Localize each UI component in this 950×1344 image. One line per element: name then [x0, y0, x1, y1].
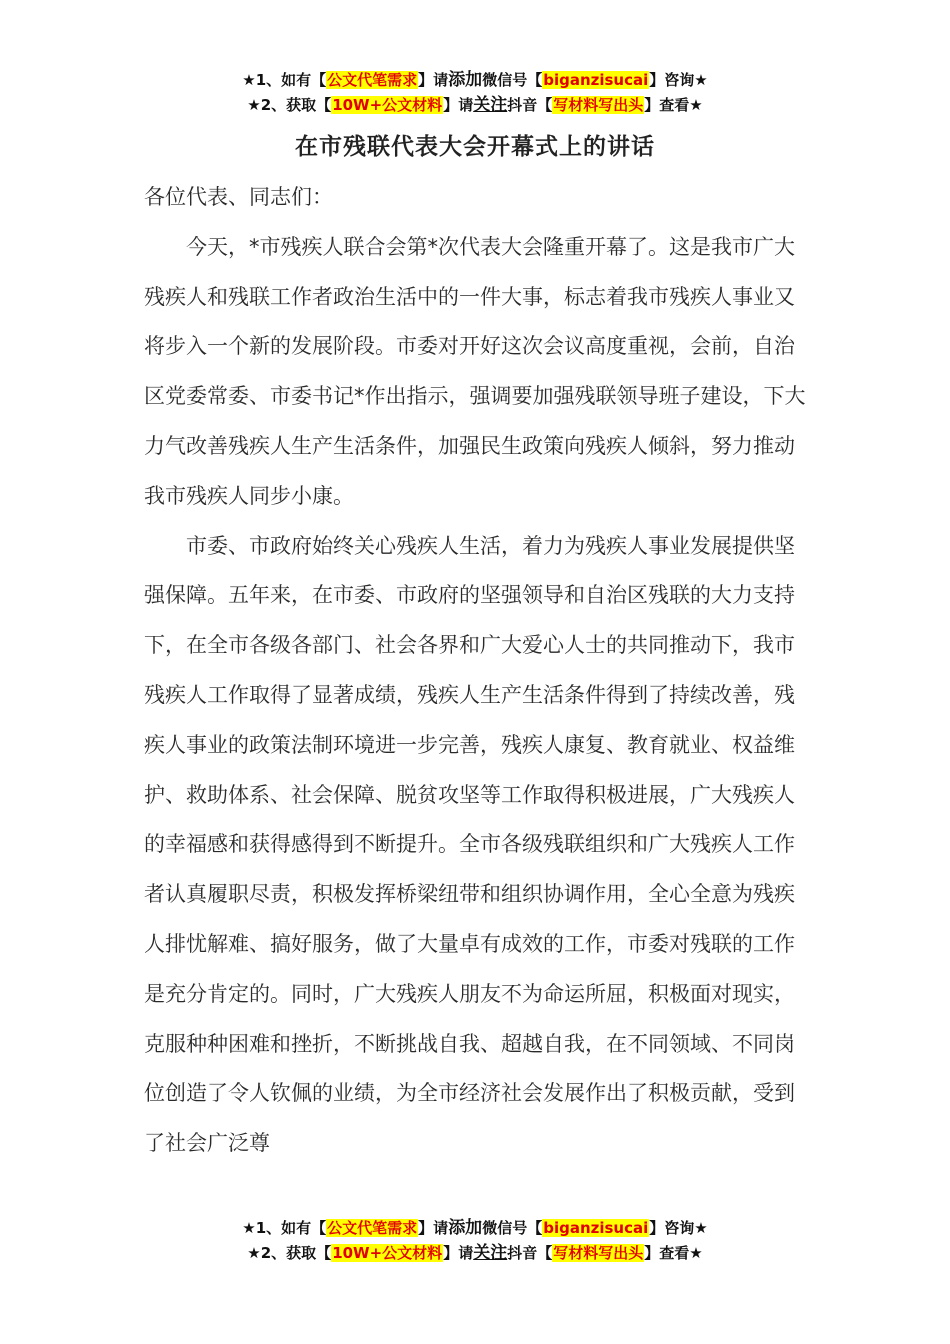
footer-banner [0, 1216, 950, 1266]
highlight-douyin: 写材料写出头 [553, 1244, 644, 1262]
salutation: 各位代表、同志们： [144, 185, 333, 209]
banner-line-1 [0, 68, 950, 93]
banner-emphasis: 添加 [448, 1218, 483, 1238]
banner-emphasis: 关注 [473, 95, 508, 115]
banner-line-1 [0, 1216, 950, 1241]
banner-emphasis: 添加 [448, 70, 483, 90]
paragraph-1: 今天，*市残疾人联合会第*次代表大会隆重开幕了。这是我市广大残疾人和残联工作者政治生活中的一件大事，标志着我市残疾人事业又将步入一个新的发展阶段。市委对开好这次会议高度重视，会前，自治区党委常委、市委书记*作出指示，强调要加强残联领导班子建设，下大力气改善残疾人生产生活条件，加强民生政策向残疾人倾斜，努力推动我市残疾人同步小康。 [144, 234, 806, 508]
banner-text: ★1、如有【 [242, 1219, 327, 1237]
banner-text: 微信号【 [482, 71, 543, 89]
paragraph-2: 市委、市政府始终关心残疾人生活，着力为残疾人事业发展提供坚强保障。五年来，在市委、市政府的坚强领导和自治区残联的大力支持下，在全市各级各部门、社会各界和广大爱心人士的共同推动下，我市残疾人工作取得了显著成绩，残疾人生产生活条件得到了持续改善，残疾人事业的政策法制环境进一步完善，残疾人康复、教育就业、权益维护、救助体系、社会保障、脱贫攻坚等工作取得积极进展，广大残疾人的幸福感和获得感得到不断提升。全市各级残联组织和广大残疾人工作者认真履职尽责，积极发挥桥梁纽带和组织协调作用，全心全意为残疾人排忧解难、搞好服务，做了大量卓有成效的工作，市委对残联的工作是充分肯定的。同时，广大残疾人朋友不为命运所屈，积极面对现实，克服种种困难和挫折，不断挑战自我、超越自我，在不同领域、不同岗位创造了令人钦佩的业绩，为全市经济社会发展作出了积极贡献，受到了社会广泛尊 [144, 533, 795, 1156]
header-banner [0, 68, 950, 118]
banner-text: 微信号【 [482, 1219, 543, 1237]
banner-emphasis: 关注 [473, 1243, 508, 1263]
banner-text: 】请 [418, 71, 449, 89]
banner-text: ★2、获取【 [247, 1244, 332, 1262]
banner-text: 】请 [443, 96, 474, 114]
highlight-service: 公文代笔需求 [327, 71, 418, 89]
highlight-wechat-id: biganzisucai [543, 71, 649, 89]
highlight-douyin: 写材料写出头 [553, 96, 644, 114]
highlight-service: 公文代笔需求 [327, 1219, 418, 1237]
banner-text: 】咨询★ [649, 1219, 708, 1237]
banner-text: 抖音【 [507, 1244, 553, 1262]
banner-text: ★2、获取【 [247, 96, 332, 114]
highlight-wechat-id: biganzisucai [543, 1219, 649, 1237]
banner-text: 】请 [418, 1219, 449, 1237]
banner-text: 】咨询★ [649, 71, 708, 89]
banner-text: 】请 [443, 1244, 474, 1262]
document-title: 在市残联代表大会开幕式上的讲话 [295, 134, 655, 160]
banner-line-2 [0, 93, 950, 118]
banner-text: ★1、如有【 [242, 71, 327, 89]
banner-text: 抖音【 [507, 96, 553, 114]
banner-line-2 [0, 1241, 950, 1266]
highlight-materials: 10W+公文材料 [332, 96, 443, 114]
banner-text: 】查看★ [644, 1244, 703, 1262]
highlight-materials: 10W+公文材料 [332, 1244, 443, 1262]
document-body [144, 173, 814, 1169]
banner-text: 】查看★ [644, 96, 703, 114]
